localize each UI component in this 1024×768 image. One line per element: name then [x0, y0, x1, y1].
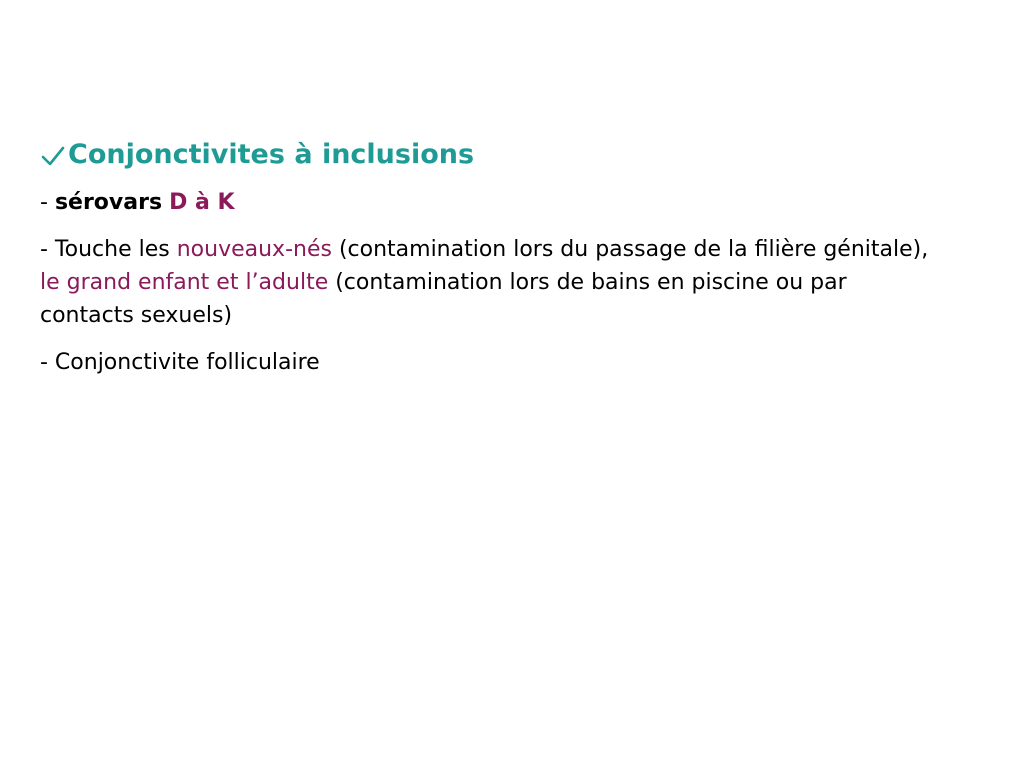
heading-text: Conjonctivites à inclusions: [68, 139, 475, 170]
population-children-adults: le grand enfant et l’adulte: [40, 270, 329, 295]
follicular-text: - Conjonctivite folliculaire: [40, 350, 320, 375]
serovars-label: sérovars: [54, 190, 163, 215]
slide-heading: [40, 136, 940, 174]
population-text-3: (contamination lors de bains en piscine ou par contacts sexuels): [40, 270, 847, 328]
slide-content: [40, 136, 940, 393]
serovars-range: D à K: [169, 190, 235, 215]
population-text-2: (contamination lors du passage de la filière génitale),: [331, 237, 929, 262]
serovars-space: [162, 190, 169, 215]
checkmark-icon: [40, 142, 66, 168]
serovars-dash: -: [40, 190, 55, 215]
population-text-1: - Touche les: [40, 237, 177, 262]
serovars-line: [40, 186, 940, 219]
follicular-line: [40, 346, 940, 379]
population-line: [40, 233, 940, 332]
population-newborns: nouveaux-nés: [176, 237, 332, 262]
